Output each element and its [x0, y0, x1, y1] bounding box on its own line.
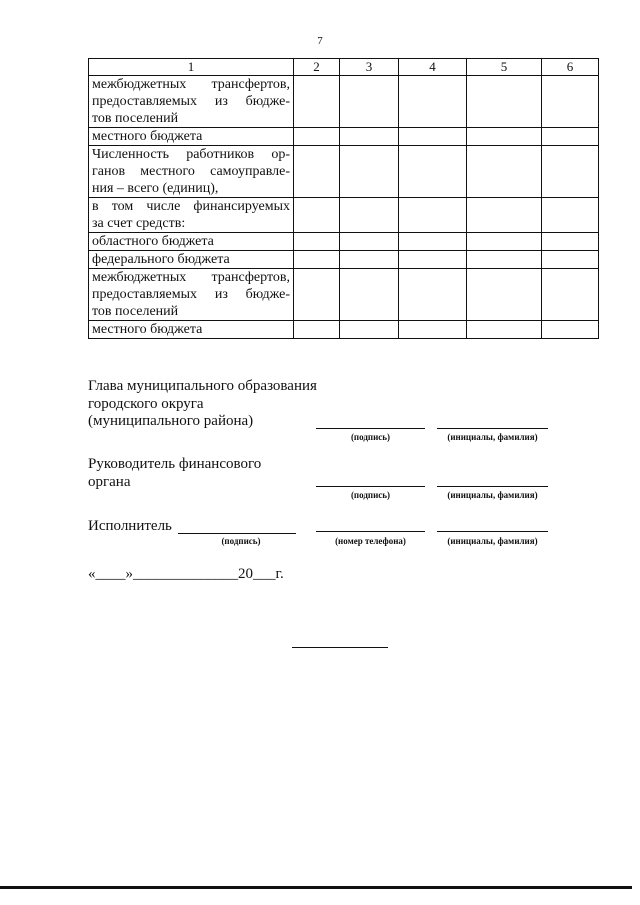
row-label-line: межбюджетных трансфертов,: [92, 77, 290, 92]
signature-caption: (подпись): [221, 536, 261, 546]
table-cell-empty: [340, 146, 399, 198]
table-cell-empty: [542, 321, 599, 339]
header-cell-2: 2: [294, 59, 340, 76]
table-cell-empty: [467, 198, 542, 233]
table-cell-empty: [467, 128, 542, 146]
table-row: [89, 198, 599, 233]
finance-title-line: Руководитель финансового: [88, 456, 262, 472]
table-cell-empty: [542, 233, 599, 251]
executor-phone-line: [316, 531, 425, 532]
row-label-line: в том числе финансируемых: [92, 199, 290, 214]
head-initials-line: [437, 428, 548, 429]
table-cell-empty: [542, 269, 599, 321]
table-row: [89, 233, 599, 251]
header-cell-5: 5: [467, 59, 542, 76]
signature-caption: (подпись): [350, 490, 391, 500]
table-header-row: [89, 59, 599, 76]
header-cell-4: 4: [399, 59, 467, 76]
row-label-line: федерального бюджета: [92, 252, 230, 267]
head-title-line: Глава муниципального образования: [88, 378, 317, 394]
table-row: [89, 269, 599, 321]
row-label-line: предоставляемых из бюдже-: [92, 94, 290, 109]
table-cell-empty: [542, 251, 599, 269]
row-label-line: тов поселений: [92, 304, 179, 319]
table-cell-empty: [340, 321, 399, 339]
finance-signature-line: [316, 486, 425, 487]
row-label-line: ния – всего (единиц),: [92, 181, 219, 196]
table-cell-empty: [467, 146, 542, 198]
bottom-rule: [0, 886, 632, 889]
row-label-cell: [89, 321, 294, 339]
table-cell-empty: [340, 128, 399, 146]
table-cell-empty: [294, 321, 340, 339]
table-cell-empty: [340, 233, 399, 251]
table-cell-empty: [294, 269, 340, 321]
initials-caption: (инициалы, фамилия): [447, 490, 538, 500]
header-cell-1: 1: [89, 59, 294, 76]
row-label-line: межбюджетных трансфертов,: [92, 270, 290, 285]
finance-signature-block: [88, 456, 261, 491]
executor-signature-line: [178, 533, 296, 534]
head-title-line: городского округа: [88, 395, 204, 412]
table-cell-empty: [399, 198, 467, 233]
header-cell-6: 6: [542, 59, 599, 76]
table-row: [89, 146, 599, 198]
table-cell-empty: [294, 251, 340, 269]
table-cell-empty: [467, 233, 542, 251]
table-cell-empty: [399, 321, 467, 339]
table-row: [89, 76, 599, 128]
table-cell-empty: [294, 76, 340, 128]
row-label-line: предоставляемых из бюдже-: [92, 287, 290, 302]
row-label-cell: [89, 233, 294, 251]
table-cell-empty: [294, 233, 340, 251]
table-cell-empty: [340, 251, 399, 269]
table-cell-empty: [467, 76, 542, 128]
date-line: «____»______________20___г.: [88, 566, 284, 582]
table-cell-empty: [340, 269, 399, 321]
table-cell-empty: [467, 251, 542, 269]
header-cell-3: 3: [340, 59, 399, 76]
initials-caption: (инициалы, фамилия): [447, 536, 538, 546]
finance-initials-line: [437, 486, 548, 487]
table-cell-empty: [294, 198, 340, 233]
table-cell-empty: [399, 76, 467, 128]
phone-caption: (номер телефона): [335, 536, 406, 546]
table-cell-empty: [542, 146, 599, 198]
executor-label: Исполнитель: [88, 518, 172, 534]
row-label-cell: [89, 198, 294, 233]
table-cell-empty: [467, 321, 542, 339]
signature-caption: (подпись): [350, 432, 391, 442]
row-label-cell: [89, 76, 294, 128]
data-table: [88, 58, 599, 339]
table-cell-empty: [340, 198, 399, 233]
table-cell-empty: [542, 76, 599, 128]
table-cell-empty: [467, 269, 542, 321]
finance-title-line: органа: [88, 473, 131, 490]
table-cell-empty: [399, 251, 467, 269]
table-row: [89, 251, 599, 269]
head-signature-line: [316, 428, 425, 429]
row-label-line: местного бюджета: [92, 129, 203, 144]
row-label-line: местного бюджета: [92, 322, 203, 337]
table-row: [89, 128, 599, 146]
row-label-line: Численность работников ор-: [92, 147, 290, 162]
row-label-cell: [89, 146, 294, 198]
table-cell-empty: [340, 76, 399, 128]
initials-caption: (инициалы, фамилия): [447, 432, 538, 442]
head-signature-block: [88, 378, 317, 431]
row-label-line: областного бюджета: [92, 234, 214, 249]
page-number: 7: [317, 35, 323, 47]
row-label-line: тов поселений: [92, 111, 179, 126]
row-label-cell: [89, 251, 294, 269]
table-cell-empty: [399, 128, 467, 146]
table-body: [89, 76, 599, 339]
table-cell-empty: [399, 269, 467, 321]
table-cell-empty: [542, 198, 599, 233]
table-cell-empty: [294, 146, 340, 198]
executor-initials-line: [437, 531, 548, 532]
row-label-cell: [89, 269, 294, 321]
table-cell-empty: [399, 146, 467, 198]
table-cell-empty: [294, 128, 340, 146]
row-label-line: ганов местного самоуправле-: [92, 164, 290, 179]
table-row: [89, 321, 599, 339]
separator-rule: [292, 647, 388, 648]
row-label-cell: [89, 128, 294, 146]
row-label-line: за счет средств:: [92, 216, 186, 231]
table-cell-empty: [542, 128, 599, 146]
table-cell-empty: [399, 233, 467, 251]
head-title-line: (муниципального района): [88, 413, 254, 429]
